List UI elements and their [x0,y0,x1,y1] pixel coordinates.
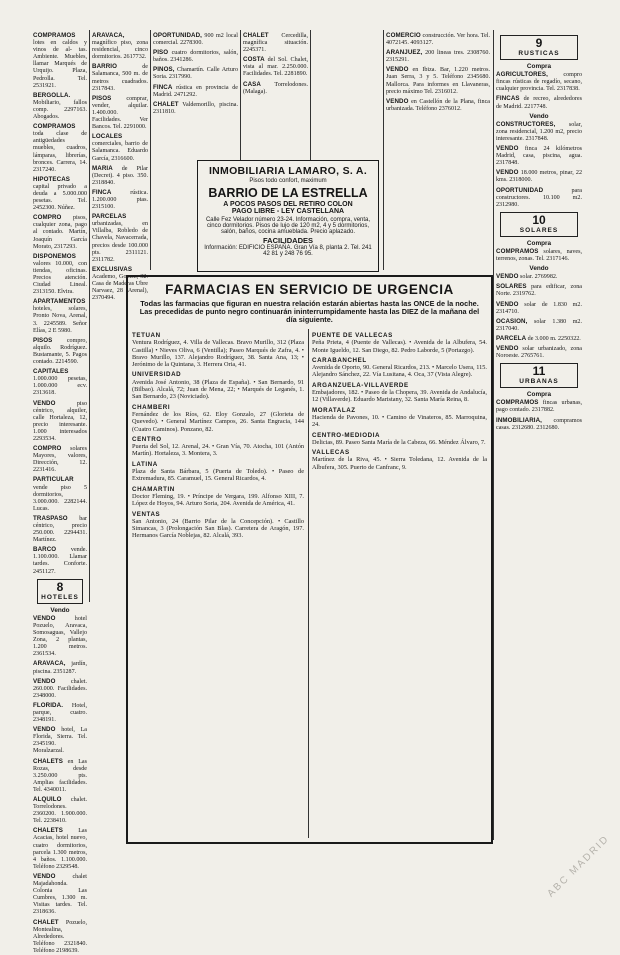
classified-ad [153,101,238,116]
section-name: SOLARES [519,226,559,234]
ad-text: 200 lineas tres. 2308760. 2315291. [386,50,490,64]
pharmacies-right-column [312,329,487,838]
ad-keyword: CHALET [153,100,179,108]
classified-ad [243,32,308,54]
ad-keyword: VENDO [33,614,56,622]
ad-text: Valdemorillo, piscina. 2311810. [153,101,238,115]
ad-text: solares, naves, terrenos, zonas. Tel. 2317146. [496,248,582,263]
ad-keyword: COMERCIO [386,32,421,39]
classified-ad [92,32,148,61]
ad-keyword: FINCAS [496,95,520,103]
district-pharmacy-list: Plaza de Santa Bárbara, 5 (Puerta de Toledo). • Paseo de Extremadura, 85. Caramuel, 15. General Ricardos, 4. [132,468,304,483]
district-heading: CENTRO-MEDIODIA [312,431,381,439]
column-rule [240,30,241,160]
ad-keyword: SOLARES [496,283,527,291]
section-name: HOTELES [41,593,79,601]
ad-text: Mobiliario, fallos comp. 2297163. Abogados. [33,99,87,121]
district-heading: MORATALAZ [312,406,356,414]
ad-text: comerciales, barrio de Salamanca. Eduardo García, 2316600. [92,141,148,162]
ad-text: Las Acacias, hotel nuevo, cuatro dormitorios, parcela 1.300 metros, 4 baños. 1.100.000. Teléfono 2329548. [33,828,87,870]
classified-ad [386,32,490,47]
classified-ad [243,56,308,78]
column-rule [493,30,494,840]
ad-keyword: COMPRAMOS [33,123,76,131]
classified-ad [496,417,582,432]
section-number: 9 [535,36,543,50]
classified-ad [496,399,582,414]
section-header-solares [500,212,578,237]
column-rule [150,30,151,270]
ad-keyword: TRASPASO [33,514,68,522]
ad-text: en Las Rozas, desde 3.250.000 pts. Amplias facilidades. Tel. 4340011. [33,758,87,793]
ad-keyword: PARCELA [496,334,527,342]
ad-keyword: CHALET [243,32,269,39]
classified-ad [33,873,87,917]
column-rule [310,30,311,160]
ad-text: lotes en caldos y vinos de al- tas. Ambiente. Muebles, llamar Marqués de Urquijo. Plaza, Pedrolla. Tel. 2531921. [33,40,87,89]
ad-keyword: CHALETS [33,827,63,835]
subsection-label: Compra [526,63,552,71]
classified-ad [496,71,582,93]
ad-text: para constructores. 10.100 m2. 2312980. [496,187,582,208]
ad-keyword: COMPRAMOS [496,399,539,407]
district-heading: ARGANZUELA-VILLAVERDE [312,381,409,389]
district-heading: CHAMARTIN [132,485,175,493]
pharmacies-box [126,275,493,844]
classified-ad [496,145,582,167]
district-pharmacy-list: Martínez de la Riva, 45. • Sierra Toledana, 12. Avenida de la Albufera, 305. Puerto de Canfranc, 9. [312,456,487,471]
classified-ad [33,796,87,825]
district-pharmacy-list: Delicias, 89. Paseo Santa María de la Cabeza, 66. Méndez Álvaro, 7. [312,438,486,446]
classified-ad [496,301,582,316]
classified-column-2 [92,32,148,302]
ad-keyword: ALQUILO [33,796,62,803]
ad-keyword: VENDO [496,145,519,153]
ad-keyword: VENDO [496,300,519,308]
ad-text: jardín, piscina. 2351287. [33,661,87,675]
classified-ad [33,400,87,444]
ad-text: 18.000 metros, pinar, 22 kms. 2318000. [496,170,582,184]
ad-keyword: COMPRO [33,214,62,222]
ad-keyword: COMPRAMOS [33,32,76,39]
column-rule [383,30,384,270]
ad-text: vende piso 5 dormitorios, 3.000.000. 2282144. Lucas. [33,484,87,512]
ad-keyword: ARAVACA, [92,32,125,39]
ad-keyword: VENDO [496,345,519,352]
district-heading: VALLECAS [312,449,350,457]
ad-text: solar urbanizado, zona Noroeste. 2765761. [496,346,582,360]
ad-keyword: APARTAMENTOS [33,298,86,306]
ad-keyword: BARRIO [92,63,118,71]
ad-text: hoteles, solares, Pronto Nova, Arenal, 3. 2245589. Señor Elías, 2 E 5980. [33,306,87,334]
classified-ad [496,169,582,184]
classified-ad [496,283,582,298]
ad-keyword: OPORTUNIDAD [496,186,544,194]
classified-ad [92,213,148,264]
ad-keyword: VENDO [496,169,519,177]
ad-text: chalet Majadahonda. Colonia Las Cumbres, 1.300 m. Visitas tardes. Tel. 2318636. [33,873,87,916]
district-heading: PUENTE DE VALLECAS [312,332,393,339]
ad-keyword: INMOBILIARIA, [496,416,542,424]
section-header-hoteles [37,579,83,604]
ad-keyword: PISOS [33,336,53,344]
classified-ad [92,133,148,162]
subsection-label: Compra [526,391,552,399]
ad-keyword: VENDO [386,66,409,74]
section-name: URBANAS [519,378,559,386]
ad-text: toda clase de antigüedades muebles, cuadros, lámparas, librerías, bronces. Carrera, 14. 2317240. [33,131,87,173]
section-header-rusticas [500,35,578,60]
district-heading: VENTAS [132,510,161,518]
classified-ad [386,98,490,113]
ad-keyword: CHALET [33,918,59,926]
ad-keyword: FINCA [92,188,112,196]
ad-text: de recreo, alrededores de Madrid. 2217748. [496,96,582,110]
classified-ad [33,214,87,250]
ad-company: INMOBILIARIA LAMARO, S. A. [208,165,368,177]
classified-ad [33,337,87,366]
classified-ad [496,95,582,110]
district-pharmacy-list: Doctor Fleming, 19. • Príncipe de Vergara, 199. Alfonso XIII, 7. López de Hoyos, 94. Arturo Soria, 204. Avenida de América, 41. [132,492,304,508]
classified-column-6 [496,32,582,838]
classified-ad [33,445,87,474]
ad-text: compramos casas. 2312680. 2312680. [496,417,582,431]
watermark: ABC MADRID [545,833,612,900]
pharmacies-intro: Todas las farmacias que figuran en nuestra relación estarán abiertas hasta las ONCE de la noche. Las precedidas de punto negro continuarán ininterrumpidamente hasta las DIEZ de la mañana del día siguiente. [139,299,480,325]
ad-text: comprar, vender, alquilar. 1.400.000. Facilidades. Ver Bancos. Tel. 2291000. [92,95,148,131]
classified-ad [496,345,582,360]
classified-ad [243,81,308,96]
ad-text: de Salamanca, 500 m. de metros cuadrados. 2317843. [92,64,148,92]
section-number: 8 [56,579,64,594]
ad-text: compro, alquilo. Rodríguez. Bustamante, 5. Pagos contado. 2214590. [33,337,87,366]
ad-text: rústica. 1.200.000 ptas. 2315100. [92,189,148,211]
ad-terms: PAGO LIBRE - LEY CASTELLANA [231,208,345,215]
ad-headline: BARRIO DE LA ESTRELLA [208,186,368,200]
district-heading: LATINA [132,460,158,468]
ad-text: 900 m2 local comercial. 2278300. [153,33,238,47]
section-number: 11 [532,364,546,379]
column-rule [308,329,309,838]
district-pharmacy-list: Hacienda de Pavones, 10. • Camino de Vinateros, 85. Marroquina, 24. [312,413,487,429]
ad-text: finca 24 kilómetros Madrid, casa, piscina, agua. 2317848. [496,146,582,167]
classified-ad [33,476,87,512]
ad-keyword: FINCA [153,83,173,91]
district-pharmacy-list: Ventura Rodríguez, 4. Villa de Vallecas. Bravo Murillo, 312 (Plaza Castilla) • Nieves Oliva, 6 (Ventilla); Paseo Marqués de Zafra, 4. • Bravo Murillo, 137. Alejandro Rodríguez, 38. Santa Ana, 13; • Jerónimo de la Quintana, 3. Herrera Oria, 41. [132,339,304,369]
classified-ad [496,318,582,333]
classified-ad [33,919,87,955]
ad-text: valores 10.000, con tiendas, oficinas. Precios atención. Ciudad Lineal. 2313150. Elvira. [33,260,87,296]
ad-location: A POCOS PASOS DEL RETIRO COLON [223,201,353,208]
ad-keyword: FLORIDA. [33,701,64,709]
district-pharmacy-list: Puerta del Sol, 12. Arenal, 24. • Gran Vía, 70. Atocha, 101 (Antón Martín). Hortaleza, 3. Montera, 3. [132,443,304,458]
classified-ad [33,123,87,174]
classified-ad [92,165,148,187]
classified-ad [33,660,87,675]
ad-text: solar. 2769982. [518,274,558,281]
district-heading: CHAMBERI [132,403,171,411]
ad-keyword: LOCALES [92,133,123,141]
subsection-label: Compra [526,239,552,247]
ad-text: Pozuelo, Montealina, Alrededores. Teléfono 2321840. Teléfono 2198639. [33,919,87,954]
ad-text: solar de 1.830 m2. 2314710. [496,301,582,315]
ad-text: pisos, cualquier zona, pago al contado. Martín, Joaquín García Morato, 2317293. [33,215,87,250]
ad-text: solar 1.380 m2. 2317040. [496,318,582,332]
ad-contact: Información: EDIFICIO ESPAÑA. Gran Vía 8, planta 2. Tel. 241 42 81 y 248 76 95. [204,245,372,257]
ad-keyword: MARIA [92,164,113,172]
ad-text: chalet. Torrelodones. 2360200. 1.900.000. Tel. 2238410. [33,797,87,825]
classified-ad [33,253,87,297]
ad-keyword: EXCLUSIVAS [92,265,133,273]
ad-keyword: VENDO [496,273,519,281]
ad-text: piso céntrico, alquiler, calle Hortaleza, 12, precio interesante. 1.000 interesados 2293534. [33,400,87,442]
ad-text: de 3.000 m. 2250322. [526,335,581,342]
ad-keyword: VENDO [33,399,56,407]
district-pharmacy-list: Embajadores, 182. • Paseo de la Chopera, 39. Avenida de Andalucía, 12 (Villaverde). Eduardo Maristany, 32. Santa María Reina, 8. [312,389,487,404]
ad-keyword: HIPOTECAS [33,175,70,183]
classified-ad [33,176,87,212]
classified-column-3 [153,32,238,158]
ad-text: hotel Pozuelo, Aravaca, Somosaguas, Vallejo Zona, 2 plantas, 1.200 metros. 2361534. [33,615,87,658]
ad-text: para edificar, zona Norte. 2319762. [496,284,582,298]
ad-text: vende. 1.100.000. Llamar tardes. Conforte. 2451127. [33,547,87,575]
ad-text: construcción. Ver hora. Tel. 4072145. 4093127. [386,33,490,47]
classified-ad [386,49,490,64]
district-heading: TETUAN [132,332,161,339]
ad-keyword: VENDO [386,97,409,105]
subsection-label: Vendo [529,112,549,120]
classified-ad [153,66,238,81]
ad-text: en Ibiza. Bar, 1.220 metros. Juan Serra, 3 y 5. Teléfono 2345680. Mallorca. Para informes en Llavaneras, precio máximo Tel. 2316012. [386,67,490,95]
classified-ad [33,546,87,575]
district-pharmacy-list: Avenida de Oporto, 90. General Ricardos, 213. • Marcelo Usera, 115. Alejandro Sánchez, 22. Vía Lusitana, 4. Oca, 37 (Vista Alegre). [312,364,487,379]
section-name: RUSTICAS [518,50,560,57]
ad-tagline: Pisos todo confort, maximum [249,178,327,184]
classified-ad [92,95,148,131]
classified-ad [33,702,87,724]
classified-ad [496,248,582,263]
district-heading: UNIVERSIDAD [132,371,182,379]
ad-keyword: DISPONEMOS [33,252,76,260]
ad-keyword: ARANJUEZ, [386,49,423,57]
classified-ad [92,189,148,211]
classified-ad [33,368,87,397]
classified-column-5 [386,32,490,268]
lamaro-advertisement [197,160,379,272]
ad-facilities: FACILIDADES [262,236,313,245]
section-number: 10 [532,212,546,227]
classified-ad [386,66,490,95]
classified-ad [33,32,87,90]
ad-keyword: BERGOLLA. [33,91,71,99]
ad-text: solares Mayores, valores, Dirección, 12. 2231416. [33,446,87,474]
column-rule [89,30,90,602]
ad-description: Calle Fez Velador número 23-24. Información, compra, venta, cinco dormitorios. Pisos de lujo de 120 m2, 4 y 5 dormitorios, salón, baños, cocina amueblada. Precio aplazado. [205,217,371,235]
classified-ad [33,758,87,794]
ad-keyword: PARTICULAR [33,476,74,484]
classified-column-1 [33,32,87,954]
ad-keyword: VENDO [33,726,56,734]
ad-keyword: PINOS, [153,66,175,74]
ad-keyword: PISOS [92,94,112,102]
district-pharmacy-list: Avenida José Antonio, 38 (Plaza de España). • San Bernardo, 91 (Bilbao). Alcalá, 72; Juan de Mena, 22; • Marqués de Leganés, 1. San Bernardo, 23 (Noviciado). [132,378,304,401]
section-header-urbanas [500,363,578,388]
ad-keyword: BARCO [33,546,57,554]
classified-ad [496,121,582,143]
ad-text: urbanizadas, en Villalba, Robledo de Chavela, Navacerrada, precios desde 100.000 pts. 2311121. 2311782. [92,221,148,263]
ad-text: chalet. 260.000. Facilidades. 2348000. [33,678,87,699]
ad-text: en Castellón de la Plana, finca urbanizada. Teléfono 2376012. [386,98,490,112]
ad-text: bar céntrico, precio 250.000. 2294431. Martínez. [33,515,87,544]
ad-text: capital privado a deuda a 5.000.000 pesetas. Tel. 2452300. Núñez. [33,183,87,212]
ad-keyword: VENDO [33,677,56,685]
pharmacies-left-column [132,329,304,838]
ad-keyword: VENDO [33,872,56,880]
ad-text: del Sol. Chalet, vista al mar. 2.250.000. Facilidades. Tel. 2281890. [243,57,308,78]
classified-ad [92,63,148,92]
ad-keyword: PARCELAS [92,213,127,221]
ad-keyword: CHALETS [33,757,63,765]
classified-column-4 [243,32,308,158]
district-heading: CENTRO [132,435,162,443]
classified-ad [153,49,238,64]
classified-ad [496,187,582,209]
ad-text: rústica en provincia de Madrid. 2471292. [153,84,238,98]
classified-ad [33,615,87,659]
ad-keyword: COMPRAMOS [496,247,539,255]
ad-keyword: OPORTUNIDAD, [153,32,202,39]
classified-ad [496,335,582,343]
district-pharmacy-list: San Antonio, 24 (Barrio Pilar de la Concepción). • Castillo Simancas, 3 (Prolongación San Blas). Carretera de Aragón, 197. Hermanos García Noblejas, 82. Alcalá, 393. [132,517,304,540]
ad-text: hotel, La Florida, Sierra. Tel. 2345190. Moralzarzal. [33,727,87,755]
district-heading: CARABANCHEL [312,356,367,364]
ad-text: Cercedilla, magnífica situación. 2245371. [243,33,308,54]
ad-text: Hotel, parque, cuatro. 2348191. [33,702,87,724]
classified-ad [33,678,87,700]
ad-keyword: OCASION, [496,317,528,325]
classified-ad [153,32,238,47]
ad-keyword: PISO [153,49,169,57]
district-pharmacy-list: Peña Prieta, 4 (Puente de Vallecas). • Avenida de la Albufera, 54. Monte Igueldo, 12. San Diego, 82. Pedro Laborde, 5 (Portazgo). [312,339,487,354]
ad-keyword: CAPITALES [33,368,69,376]
classified-ad [33,298,87,334]
ad-text: fincas urbanas, pago contado. 2317882. [496,400,582,414]
pharmacies-title: FARMACIAS EN SERVICIO DE URGENCIA [165,282,454,297]
district-pharmacy-list: Fernández de los Ríos, 62. Eloy Gonzalo, 27 (Glorieta de Quevedo). • General Martínez Campos, 26. Santa Engracia, 144 (Cuatro Caminos). Ponzano, 82. [132,410,304,433]
ad-text: Academo, Gomez, 32. Casa de Maderas Ubre Narvaez, 28 (Arenal), 2370494. [92,273,148,302]
ad-keyword: AGRICULTORES, [496,71,548,79]
ad-keyword: COSTA [243,56,265,64]
classified-ad [496,273,582,281]
classified-ad [33,515,87,544]
classified-ad [153,84,238,99]
ad-text: compro fincas rústicas de regadío, secano, cualquier provincia. Tel. 2317838. [496,72,582,93]
ad-text: solar, zona residencial, 1.200 m2, precio interesante. 2317848. [496,121,582,142]
classified-ad [33,726,87,755]
subsection-label: Vendo [529,265,549,273]
ad-text: de Pilar (Decret). 4 piso. 350. 2318840. [92,165,148,186]
ad-text: cuatro dormitorios, salón, baños. 2341286. [153,50,238,64]
ad-text: Torrelodones. (Malaga). [243,81,308,95]
ad-keyword: CONSTRUCTORES, [496,120,556,128]
ad-text: Chamartín. Calle Arturo Soria. 2317990. [153,67,238,81]
ad-keyword: CASA [243,80,261,88]
classified-ad [33,827,87,871]
ad-text: 1.000.000 pesetas, 1.000.000 ecv. 2313618. [33,376,87,397]
subsection-label: Vendo [50,606,70,614]
classified-ad [33,92,87,121]
ad-text: magnífico piso, zona residencial, cinco dormitorios. 2617732. [92,40,148,61]
ad-keyword: COMPRO [33,445,62,453]
ad-keyword: ARAVACA, [33,660,66,668]
